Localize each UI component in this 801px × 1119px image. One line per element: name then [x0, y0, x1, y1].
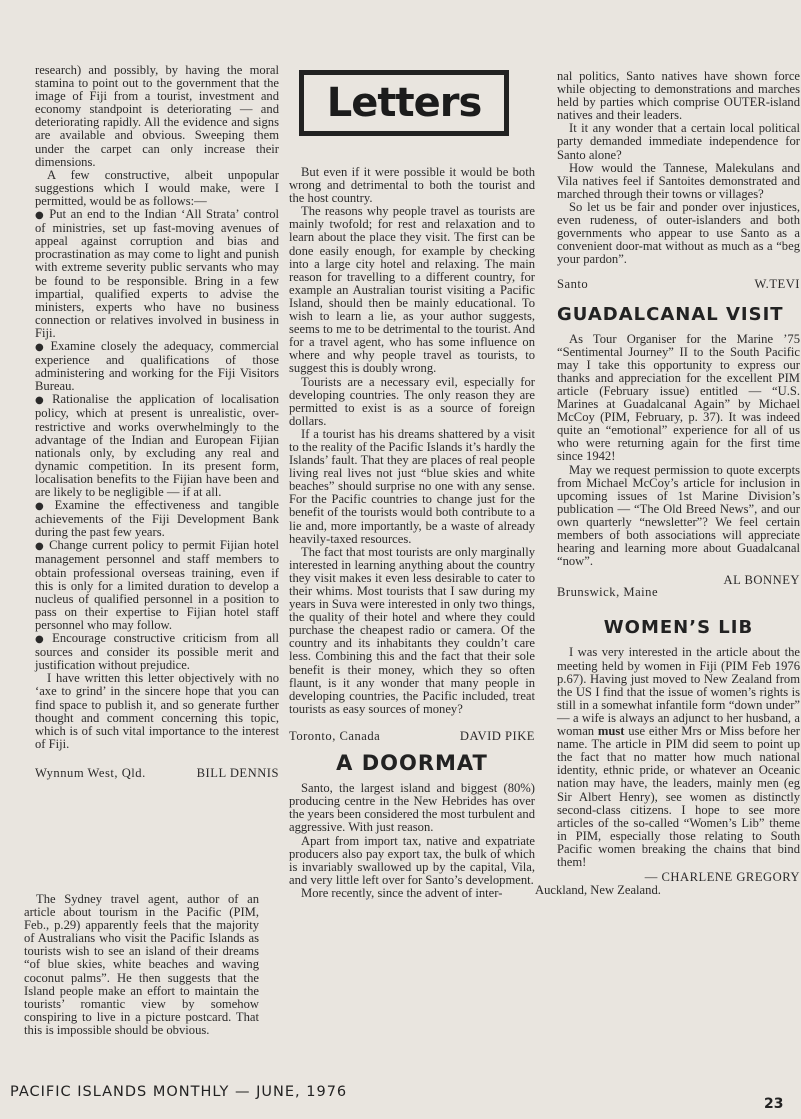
page-number: 23 — [764, 1096, 784, 1112]
signature-place: Brunswick, Maine — [557, 585, 659, 600]
signature-name: AL BONNEY — [723, 573, 800, 588]
signature-name: BILL DENNIS — [196, 765, 279, 780]
list-item: ● Examine closely the adequacy, commercial experience and qualifications of those administering and working for the Fiji Visitors Bureau. — [35, 338, 279, 394]
paragraph: As Tour Organiser for the Marine ’75 “Sentimental Journey” II to the South Pacific may I take this opportunity to express our thanks and appreciation for the excellent PIM article (February issue) entitled — “U.S. Marines at Guadalcanal Again” by Michael McCoy (PIM, February, p. 37). It was indeed quite an “emotional” experience for all of us who were returning again for the first time since 1942! — [557, 331, 800, 464]
bullet-icon: ● — [35, 341, 47, 353]
list-item: ● Change current policy to permit Fijian hotel management personnel and staff members to obtain professional overseas training, even if this is only for a limited duration to develop a nucleus of qualified personnel in a position to pass on their expertise to Fijian hotel staff personnel who may follow. — [35, 538, 279, 632]
column-3 — [535, 69, 800, 898]
bullet-icon: ● — [35, 395, 49, 407]
signature — [557, 574, 800, 599]
paragraph: Apart from import tax, native and expatriate producers also pay export tax, the bulk of which is invariably swallowed up by the capital, Vila, and very little left over for Santo’s development. — [289, 833, 535, 887]
paragraph: nal politics, Santo natives have shown force while objecting to demonstrations and marches held by parties which comprise OUTER-island natives and their leaders. — [557, 69, 800, 123]
paragraph: But even if it were possible it would be both wrong and detrimental to both the tourist and the host country. — [289, 165, 535, 206]
emphasis: must — [597, 724, 625, 739]
list-item: ● Encourage constructive criticism from all sources and consider its possible merit and justification without prejudice. — [35, 631, 279, 673]
paragraph: A few constructive, albeit unpopular suggestions which I would make, were I permitted, would be as follows:— — [35, 167, 279, 208]
signature-place: Auckland, New Zealand. — [535, 883, 661, 898]
paragraph: May we request permission to quote excerpts from Michael McCoy’s article for inclusion in upcoming issues of 1st Marine Division’s publication — “The Old Breed News”, and our own quarterly “newsletter”? We feel certain members of both associations will appreciate hearing and learning more about Guadalcanal “now”. — [557, 462, 800, 569]
list-item: ● Rationalise the application of localisation policy, which at present is unrealistic, over-restrictive and works overwhelmingly to the advantage of the Indian and European Fijian nationals only, by excluding any real and dynamic competition. In its present form, localisation benefits to the Fijian have been and are likely to be negligible — if at all. — [35, 392, 279, 499]
signature-name: — CHARLENE GREGORY — [644, 870, 800, 885]
paragraph: The fact that most tourists are only marginally interested in learning anything about the country they visit makes it even less desirable to cater to their whims. Most tourists that I saw during my years in Suva were interested in only two things, the quality of their hotel and where they could purchase the cheapest radio or camera. Of the country and its inhabitants they couldn’t care less. Combining this and the fact that their sole benefit is their money, which they so often flaunt, is it any wonder that many people in developing countries, the Pacific included, treat tourists as easy sources of money? — [289, 544, 535, 716]
paragraph: The reasons why people travel as tourists are mainly twofold; for rest and relaxation and to learn about the place they visit. The first can be done easily enough, for example by checking into a large city hotel and relaxing. The main reason for travelling to a different country, for example an Australian tourist visiting a Pacific Island, should then be mainly educational. To wish to learn a lie, as your author suggests, seems to me to be detrimental to the tourist. And for a travel agent, who has some influence on where and why people travel as tourists, to suggest this is doubly wrong. — [289, 204, 535, 376]
paragraph: I have written this letter objectively with no ‘axe to grind’ in the sincere hope that you can find space to publish it, and so generate further thought and comment concerning this topic, which is of such vital importance to the interest of Fiji. — [35, 671, 279, 751]
paragraph: research) and possibly, by having the moral stamina to point out to the government that the image of Fiji from a tourist, investment and economy standpoint is deteriorating — and deteriorating rapidly. All the evidence and signs are available and obvious. Sweeping them under the carpet can only increase their dimensions. — [35, 63, 279, 169]
section-heading: A DOORMAT — [336, 751, 488, 776]
section-heading: WOMEN’S LIB — [603, 617, 754, 639]
bullet-icon: ● — [35, 501, 51, 513]
paragraph: So let us be fair and ponder over injustices, even rudeness, of outer-islanders and both governments who appear to use Santo as a convenient door-mat without as much as a “beg your pardon”. — [557, 199, 800, 267]
paragraph: The Sydney travel agent, author of an article about tourism in the Pacific (PIM, Feb., p.29) apparently feels that the majority of Australians who visit the Pacific Islands as tourists wish to see an island of their dreams “of blue skies, white beaches and waving coconut palms”. He then suggests that the Island people make an effort to maintain the tourists’ romantic view by somehow conspiring to live in a picture postcard. That this is impossible should be obvious. — [24, 892, 259, 1037]
column-2 — [289, 166, 535, 900]
page-footer: PACIFIC ISLANDS MONTHLY — JUNE, 1976 — [10, 1084, 348, 1100]
paragraph: Santo, the largest island and biggest (80%) producing centre in the New Hebrides has over the years been considered the most turbulent and aggressive. With just reason. — [289, 781, 535, 835]
column-1-bottom — [24, 893, 259, 1037]
paragraph: If a tourist has his dreams shattered by a visit to the reality of the Pacific Islands it’s hardly the Islands’ fault. That they are places of real people living real lives not just “blue skies and white beaches” should surprise no one with any sense. For the Pacific countries to change just for the benefit of the tourists would both contribute to a lie and, more importantly, be a waste of already heavily-taxed resources. — [289, 426, 535, 546]
signature-place: Wynnum West, Qld. — [35, 765, 146, 780]
masthead-title: Letters — [326, 80, 482, 126]
section-heading: GUADALCANAL VISIT — [557, 303, 784, 325]
signature-name: DAVID PIKE — [459, 728, 535, 743]
paragraph: It it any wonder that a certain local political party demanded immediate independence for Santo alone? — [557, 121, 800, 162]
column-1 — [35, 64, 279, 780]
signature-place: Toronto, Canada — [289, 728, 381, 743]
paragraph: How would the Tannese, Malekulans and Vila natives feel if Santoites demonstrated and marched through their towns or villages? — [557, 160, 800, 201]
bullet-icon: ● — [35, 541, 46, 553]
paragraph: I was very interested in the article about the meeting held by women in Fiji (PIM Feb 1976 p.67). Having just moved to New Zealand from the US I find that the issue of women’s rights is still in a somewhat infantile form “down under” — a wife is always an adjunct to her husband, a woman must use either Mrs or Miss before her name. The article in PIM did seem to point up the fact that no matter how much national identity, ethnic pride, or whatever an Oceanic nation may have, the leaders, mainly men (eg Sir Albert Henry), see women as distinctly second-class citizens. I hope to see more articles of the so-called “Women’s Lib” theme in PIM, especially those relating to South Pacific women breaking the chains that bind them! — [557, 645, 800, 869]
signature-name: W.TEVI — [754, 277, 800, 292]
signature — [35, 767, 279, 780]
list-item: ● Put an end to the Indian ‘All Strata’ control of ministries, set up fast-moving avenues of appeal against corruption and bias and procrastination as may come to light and punish with extreme severity public servants who may be found to be responsible. Bring in a few impartial, qualified experts to advise the ministers, experts who have no business connection or relatives involved in business in Fiji. — [35, 207, 279, 340]
letters-masthead — [299, 70, 509, 136]
paragraph: Tourists are a necessary evil, especially for developing countries. The only reason they are permitted to exist is as a source of foreign dollars. — [289, 374, 535, 428]
signature-place: Santo — [557, 277, 589, 292]
list-item: ● Examine the effectiveness and tangible achievements of the Fiji Development Bank during the past few years. — [35, 498, 279, 540]
signature — [289, 730, 535, 743]
bullet-icon: ● — [35, 210, 46, 222]
paragraph: More recently, since the advent of inter- — [301, 885, 503, 900]
signature — [557, 278, 800, 291]
bullet-icon: ● — [35, 634, 49, 646]
